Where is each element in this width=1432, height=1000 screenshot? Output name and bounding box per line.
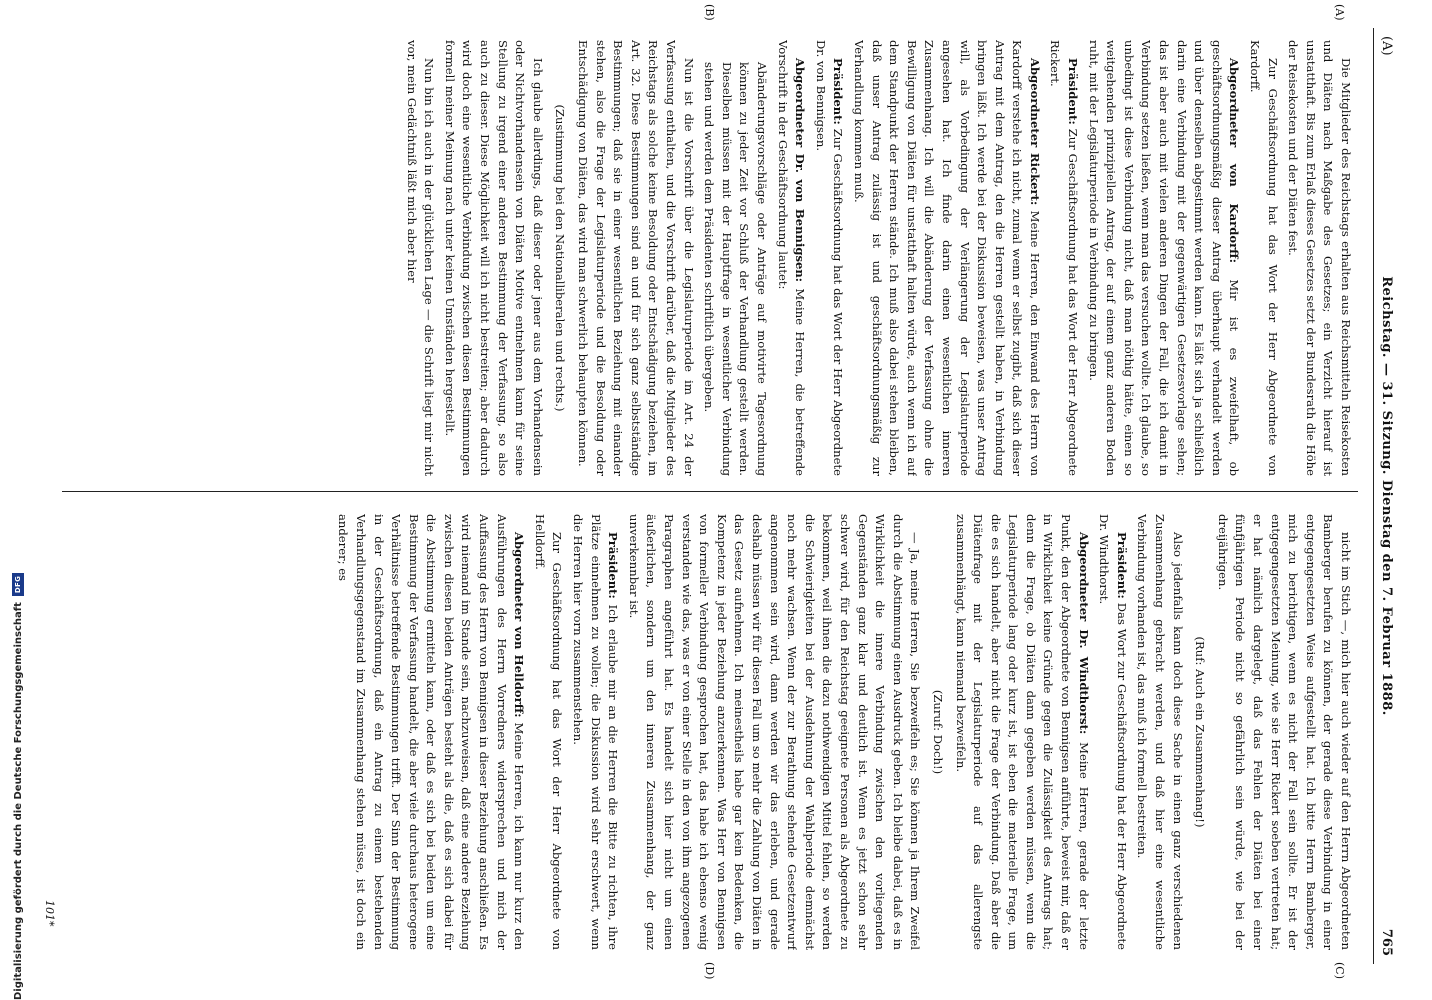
paragraph-text: Meine Herren, gerade der letzte Punkt, den der Abgeordnete von Bennigsen anführte, beweist mir, daß er in Wirklichkeit keine Gründe gegen die Zulässigkeit des Antrags hat; denn die Frage, ob Diäten dann gegeben werden müssen, wenn die Legislaturperiode lang oder kurz ist, ist eben die materielle Frage, um die es sich handelt, aber nicht die Frage der Verbindung. Daß aber die Diätenfrage mit der Legislaturperiode auf das allerengste zusammenhängt, kann niemand bezweifeln. bbox=[953, 514, 1091, 950]
paragraph bbox=[928, 514, 946, 950]
speaker-name: Abgeordneter von Helldorff: bbox=[512, 532, 527, 718]
speaker-name: Präsident: bbox=[1114, 532, 1129, 599]
paragraph bbox=[551, 40, 569, 476]
paragraph bbox=[1084, 40, 1242, 476]
paragraph bbox=[1133, 514, 1186, 950]
paragraph-text: Nun ist die Vorschrift über die Legislaturperiode im Art. 24 der Verfassung enthalten, und die Vorschrift darüber, daß die Mitglieder des Reichstags als solche keine Besoldung oder Entschädigung beziehen, im Art. 32. Diese Bestimmungen sind an und für sich ganz selbstständige Bestimmungen; daß sie in einer wesentlichen Beziehung mit einander stehen, also die Frage der Legislaturperiode und die Besoldung oder Entschädigung von Diäten, das wird man schwerlich behaupten können. bbox=[576, 40, 696, 476]
speaker-name: Abgeordneter von Kardorff: bbox=[1227, 58, 1242, 263]
paragraph bbox=[624, 514, 923, 950]
paragraph bbox=[334, 514, 528, 950]
paragraph-text: Mir ist es zweifelhaft, ob geschäftsordnungsmäßig dieser Antrag überhaupt verhandelt werden und über denselben abgestimmt werden kann. Es läßt sich ja schließlich darin eine Verbindung mit der gegenwärtigen Gesetzesvorlage sehen; das ist aber auch mit vielen anderen Dingen der Fall, die ich damit in Verbindung setzen ließen, wenn man das versuchen wollte. Ich glaube, so unbedingt ist diese Verbindung nicht, daß man nöthig hätte, einen so weitgehenden prinzipiellen Antrag, der auf einem ganz anderen Boden ruht, mit der Legislaturperiode in Verbindung zu bringen. bbox=[1086, 40, 1242, 476]
paragraph bbox=[1191, 514, 1209, 950]
margin-label-b: (B) bbox=[703, 4, 716, 21]
paragraph bbox=[1284, 40, 1354, 476]
paragraph bbox=[773, 40, 808, 476]
left-column bbox=[64, 40, 1354, 476]
column-divider bbox=[62, 491, 1358, 492]
paragraph bbox=[1095, 514, 1130, 950]
paragraph-text: Abänderungsvorschläge oder Anträge auf motivirte Tagesordnung können zu jeder Zeit vor Schluß der Verhandlung gestellt werden. Dieselben müssen mit der Hauptfrage in wesentlicher Verbindung stehen und werden dem Präsidenten schriftlich übergeben. bbox=[702, 62, 769, 476]
paragraph-text: (Ruf: Auch ein Zusammenhang!) bbox=[1193, 636, 1208, 828]
paragraph-text: Das Wort zur Geschäftsordnung hat der Herr Abgeordnete Dr. Windthorst. bbox=[1097, 514, 1129, 950]
dfg-logo: DFG bbox=[12, 573, 24, 596]
speaker-name: Präsident: bbox=[1066, 58, 1081, 125]
paragraph-text: Also jedenfalls kann doch diese Sache in einen ganz verschiedenen Zusammenhang gebracht werden, und daß hier eine wesentliche Verbindung vorhanden ist, das muß ich formell bestreiten. bbox=[1135, 514, 1185, 950]
paragraph bbox=[568, 514, 621, 950]
speaker-name: Präsident: bbox=[831, 58, 846, 125]
paragraph bbox=[1213, 514, 1354, 950]
page-number: 765 bbox=[1379, 928, 1394, 956]
page-header bbox=[1373, 28, 1406, 964]
speaker-name: Abgeordneter Dr. von Bennigsen: bbox=[793, 58, 808, 283]
speaker-name: Abgeordneter Dr. Windthorst: bbox=[1076, 532, 1091, 735]
paragraph bbox=[440, 40, 546, 476]
margin-label-c: (C) bbox=[1333, 962, 1346, 979]
right-column bbox=[64, 514, 1354, 950]
paragraph-text: (Zustimmung bei den Nationalliberalen und rechts.) bbox=[553, 104, 568, 412]
paragraph bbox=[700, 62, 770, 476]
speaker-name: Präsident: bbox=[606, 532, 621, 599]
paragraph-text: Ich erlaube mir an die Herren die Bitte zu richten, ihre Plätze einnehmen zu wollen; die Diskussion wird sehr erschwert, wenn die Herren hier vorn zusammenstehen. bbox=[571, 514, 621, 950]
paragraph-text: Meine Herren, ich kann nur kurz den Ausführungen des Herrn Vorredners widersprechen und mich der Auffassung des Herrn von Bennigsen in dieser Beziehung anschließen. Es wird niemand im Stande sein, nachzuweisen, daß eine andere Beziehung zwischen diesen beiden Anträgen besteht als die, daß es sich dabei für die Abstimmung ermitteln kann, oder daß es sich bei beiden um eine Bestimmung der Verfassung handelt, die aber viele durchaus heterogene Verhältnisse betreffende Bestimmungen trifft. Der Sinn der Bestimmung in der Geschäftsordnung, daß ein Antrag zu einem bestehenden Verhandlungsgegenstand im Zusammenhang stehen müsse, ist doch ein anderer; es bbox=[336, 514, 527, 950]
paragraph bbox=[1046, 40, 1081, 476]
margin-label-a: (A) bbox=[1333, 4, 1346, 21]
paragraph-text: nicht im Stich —, mich hier auch wieder auf den Herrn Abgeordneten Bamberger berufen zu können, der gerade diese Verbindung in einer entgegengesetzten Weise aufgestellt hat. Ich bitte Herrn Bamberger, mich zu berichtigen, wenn es nicht der Fall sein sollte. Er ist der entgegengesetzten Meinung, wie sie Herr Rickert soeben vertreten hat; er hat nämlich dargelegt, daß das Fehlen der Diäten bei einer fünfjährigen Periode nicht so gefährlich sein würde, wie bei der dreijährigen. bbox=[1215, 514, 1353, 950]
paragraph-text: Die Mitglieder des Reichstags erhalten aus Reichsmitteln Reisekosten und Diäten nach Maßgabe des Gesetzes; ein Verzicht hierauf ist unstatthaft. Bis zum Erlaß dieses Gesetzes setzt der Bundesrath die Höhe der Reisekosten und der Diäten fest. bbox=[1286, 40, 1353, 476]
paragraph-text: — Ja, meine Herren, Sie bezweifeln es; Sie können ja Ihrem Zweifel durch die Abstimmung einen Ausdruck geben. Ich bleibe dabei, daß es in Wirklichkeit die innere Verbindung zwischen den vorliegenden Gegenständen ganz klar und deutlich ist. Wenn es jetzt schon sehr schwer wird, für den Reichstag geeignete Personen als Abgeordnete zu bekommen, weil ihnen die dazu nothwendigen Mittel fehlen, so werden die Schwierigkeiten bei der Ausdehnung der Wahlperiode demnächst noch mehr wachsen. Wenn der zur Berathung stehende Gesetzentwurf angenommen sein wird, dann werden wir das erleben, und gerade deshalb müssen wir für diesen Fall um so mehr die Zahlung von Diäten in das Gesetz aufnehmen. Ich meinestheils habe gar kein Bedenken, die Kompetenz in jeder Beziehung anzuerkennen. Was Herr von Bennigsen von formeller Verbindung gesprochen hat, das habe ich ebenso wenig verstanden wie das, was er von einer Stelle in den von ihm angezogenen Paragraphen angeführt hat. Es handelt sich hier nicht um einen äußerlichen, sondern um den inneren Zusammenhang, der ganz unverkennbar ist. bbox=[626, 514, 923, 950]
paragraph bbox=[573, 40, 696, 476]
paragraph-text: Meine Herren, die betreffende Vorschrift in der Geschäftsordnung lautet: bbox=[775, 40, 808, 476]
paragraph-text: Zur Geschäftsordnung hat das Wort der Herr Abgeordnete von Kardorff. bbox=[1248, 40, 1280, 476]
margin-label-d: (D) bbox=[703, 962, 716, 980]
paragraph bbox=[530, 514, 565, 950]
paragraph-text: (Zuruf: Doch!) bbox=[930, 689, 945, 775]
paragraph bbox=[402, 40, 437, 476]
paragraph-text: Zur Geschäftsordnung hat das Wort der Herr Abgeordnete Dr. von Bennigsen. bbox=[813, 40, 846, 476]
footer-mark: 101* bbox=[43, 900, 56, 927]
paragraph bbox=[811, 40, 846, 476]
paragraph bbox=[1245, 40, 1280, 476]
speaker-name: Abgeordneter Rickert: bbox=[1027, 58, 1042, 206]
paragraph bbox=[849, 40, 1043, 476]
paragraph-text: Zur Geschäftsordnung hat das Wort der Herr Abgeordnete Rickert. bbox=[1048, 40, 1081, 476]
paragraph-text: Meine Herren, den Einwand des Herrn von Kardorff verstehe ich nicht, zumal wenn er selbst zugibt, daß sich dieser Antrag mit dem Antrag, den die Herren gestellt haben, in Verbindung bringen läßt. Ich werde bei der Diskussion beweisen, was unser Antrag will, als Vorbedingung der Verlängerung der Legislaturperiode angesehen hat. Ich finde darin einen wesentlichen inneren Zusammenhang. Ich will die Abänderung der Verfassung ohne die Bewilligung von Diäten für unstatthaft halten würde, auch wenn ich auf dem Standpunkt der Herren stände. Ich muß also dabei stehen bleiben, daß unser Antrag zulässig ist und geschäftsordnungsmäßig zur Verhandlung kommen muß. bbox=[851, 40, 1042, 476]
header-left-label: (A) bbox=[1379, 36, 1394, 56]
header-title: Reichstag. — 31. Sitzung. Dienstag den 7. Februar 1888. bbox=[1379, 276, 1394, 716]
credit-text: Digitalisierung gefördert durch die Deutsche Forschungsgemeinschaft bbox=[12, 602, 24, 1000]
paragraph-text: Zur Geschäftsordnung hat das Wort der Herr Abgeordnete von Helldorff. bbox=[532, 514, 565, 950]
paragraph bbox=[951, 514, 1092, 950]
paragraph-text: Ich glaube allerdings, daß dieser oder jener aus dem Vorhandensein oder Nichtvorhandensein von Diäten Motive entnehmen kann für seine Stellung zu irgend einer anderen Bestimmung der Verfassung, so also auch zu dieser. Diese Möglichkeit will ich nicht bestreiten; aber dadurch wird doch eine wesentliche Verbindung zwischen diesen Bestimmungen formell meiner Meinung nach unter keinen Umständen hergestellt. bbox=[442, 40, 545, 476]
paragraph-text: Nun bin ich auch in der glücklichen Lage — die Schrift liegt mir nicht vor, mein Gedächtniß läßt mich aber hier bbox=[404, 40, 437, 476]
digitization-credit bbox=[12, 573, 24, 1000]
